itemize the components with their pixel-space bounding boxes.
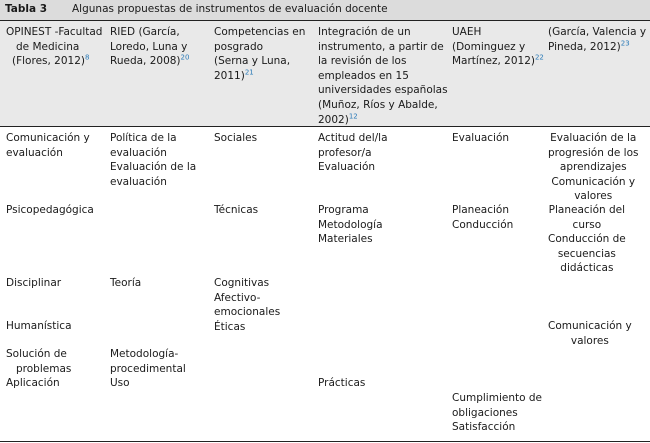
header-col-4: Integración de un instrumento, a partir de la revisión de los empleados en 15 universidades españolas (Muñoz, Ríos y Abalde, 2002)$^{12}$: [318, 26, 448, 126]
table-label: Tabla 3: [5, 3, 48, 15]
cell-c1-comunicacion: Comunicación y evaluación: [6, 132, 90, 159]
cell-c1-solucion: Solución de problemas: [6, 348, 72, 375]
header-top-rule: [0, 20, 650, 21]
cell-c2-uso: Uso: [110, 377, 130, 389]
table-title: Algunas propuestas de instrumentos de evaluación docente: [72, 3, 388, 15]
cell-c6-progresion: Evaluación de la progresión de los aprendizajes Comunicación y valores: [548, 132, 639, 203]
cell-c5-evaluacion: Evaluación: [452, 132, 510, 144]
header-col-1: OPINEST -Facultad de Medicina (Flores, 2012)$^8$: [6, 26, 103, 68]
cell-c1-humanistica: Humanística: [6, 320, 72, 332]
cell-c3-cognitivas: Cognitivas Afectivo- emocionales Éticas: [214, 277, 281, 333]
cell-c4-programa: Programa Metodología Materiales: [318, 204, 383, 246]
cell-c2-metodologia: Metodología- procedimental: [110, 348, 186, 375]
header-col-5: UAEH (Dominguez y Martínez, 2012)$^{22}$: [452, 26, 544, 68]
reference-marker[interactable]: 20: [180, 53, 190, 62]
header-col-3: Competencias en posgrado (Serna y Luna, 2011)$^{21}$: [214, 26, 306, 82]
cell-c2-politica: Política de la evaluación Evaluación de la evaluación: [110, 132, 197, 188]
cell-c4-actitud: Actitud del/la profesor/a Evaluación: [318, 132, 388, 174]
cell-c1-disciplinar: Disciplinar: [6, 277, 62, 289]
cell-c6-comunicacion: Comunicación y valores: [548, 320, 632, 347]
cell-c5-planeacion: Planeación Conducción: [452, 204, 514, 231]
cell-c6-planeacion: Planeación del curso Conducción de secuencias didácticas: [548, 204, 626, 275]
reference-marker[interactable]: 21: [244, 68, 254, 77]
cell-c5-cumplimiento: Cumplimiento de obligaciones Satisfacción: [452, 392, 542, 434]
reference-marker[interactable]: 8: [85, 53, 90, 62]
header-col-6: (García, Valencia y Pineda, 2012)$^{23}$: [548, 26, 647, 53]
cell-c4-practicas: Prácticas: [318, 377, 366, 389]
cell-c1-psicopedagogica: Psicopedagógica: [6, 204, 94, 216]
cell-c3-tecnicas: Técnicas: [214, 204, 259, 216]
table-caption-bar: [0, 0, 650, 20]
header-col-2: RIED (García, Loredo, Luna y Rueda, 2008)$^{20}$: [110, 26, 190, 68]
reference-marker[interactable]: 23: [620, 39, 630, 48]
table-bottom-rule: [0, 441, 650, 442]
reference-marker[interactable]: 22: [534, 53, 544, 62]
cell-c3-sociales: Sociales: [214, 132, 258, 144]
cell-c1-aplicacion: Aplicación: [6, 377, 60, 389]
reference-marker[interactable]: 12: [348, 112, 358, 121]
cell-c2-teoria: Teoría: [110, 277, 142, 289]
